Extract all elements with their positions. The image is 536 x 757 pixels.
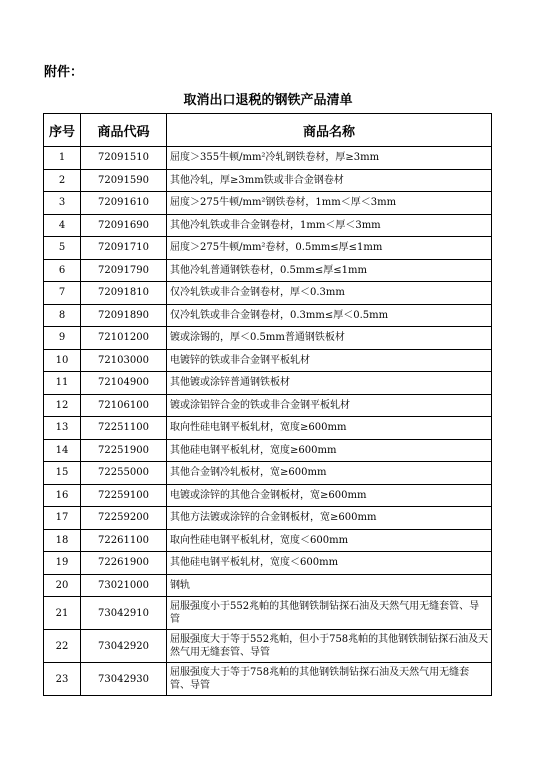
row-product-name: 钢轨 — [167, 574, 492, 597]
row-serial-no: 9 — [44, 327, 81, 350]
table-row — [44, 484, 492, 507]
row-product-code: 72101200 — [81, 327, 167, 350]
table-row — [44, 349, 492, 372]
row-product-name: 取向性硅电钢平板轧材，宽度＜600mm — [167, 529, 492, 552]
row-product-code: 72091690 — [81, 214, 167, 237]
table-row — [44, 597, 492, 630]
row-product-code: 72251100 — [81, 417, 167, 440]
row-product-name: 其他方法镀或涂锌的合金钢板材，宽≥600mm — [167, 507, 492, 530]
table-row — [44, 630, 492, 663]
table-row — [44, 552, 492, 575]
table-row — [44, 147, 492, 170]
table-row — [44, 574, 492, 597]
table-row — [44, 372, 492, 395]
row-product-code: 72091610 — [81, 192, 167, 215]
row-serial-no: 4 — [44, 214, 81, 237]
row-product-name: 其他硅电钢平板轧材，宽度≥600mm — [167, 439, 492, 462]
row-product-name: 其他硅电钢平板轧材，宽度＜600mm — [167, 552, 492, 575]
row-serial-no: 16 — [44, 484, 81, 507]
table-row — [44, 529, 492, 552]
row-serial-no: 10 — [44, 349, 81, 372]
row-product-code: 73042920 — [81, 630, 167, 663]
table-row — [44, 439, 492, 462]
table-row — [44, 417, 492, 440]
row-product-name: 屈度＞355牛顿/mm²冷轧钢铁卷材，厚≥3mm — [167, 147, 492, 170]
table-row — [44, 214, 492, 237]
row-serial-no: 21 — [44, 597, 81, 630]
row-product-code: 72261100 — [81, 529, 167, 552]
row-serial-no: 17 — [44, 507, 81, 530]
row-serial-no: 20 — [44, 574, 81, 597]
header-serial-no: 序号 — [44, 114, 81, 147]
table-header-row — [44, 114, 492, 147]
row-product-code: 73021000 — [81, 574, 167, 597]
attachment-label: 附件： — [44, 65, 84, 80]
row-product-name: 屈度＞275牛顿/mm²钢铁卷材，1mm＜厚＜3mm — [167, 192, 492, 215]
row-product-code: 72106100 — [81, 394, 167, 417]
row-serial-no: 11 — [44, 372, 81, 395]
table-row — [44, 282, 492, 305]
row-product-name: 仅冷轧铁或非合金钢卷材，厚＜0.3mm — [167, 282, 492, 305]
row-product-code: 72259200 — [81, 507, 167, 530]
header-product-name: 商品名称 — [167, 114, 492, 147]
table-row — [44, 304, 492, 327]
row-product-code: 72259100 — [81, 484, 167, 507]
row-product-code: 72261900 — [81, 552, 167, 575]
table-row — [44, 192, 492, 215]
table-row — [44, 462, 492, 485]
row-product-code: 72255000 — [81, 462, 167, 485]
row-product-name: 屈服强度小于552兆帕的其他钢铁制钻探石油及天然气用无缝套管、导管 — [167, 597, 492, 630]
row-serial-no: 8 — [44, 304, 81, 327]
table-row — [44, 663, 492, 696]
row-serial-no: 6 — [44, 259, 81, 282]
row-product-code: 72251900 — [81, 439, 167, 462]
row-serial-no: 1 — [44, 147, 81, 170]
row-product-name: 镀或涂铝锌合金的铁或非合金钢平板轧材 — [167, 394, 492, 417]
row-product-code: 72103000 — [81, 349, 167, 372]
row-serial-no: 13 — [44, 417, 81, 440]
row-product-name: 屈服强度大于等于758兆帕的其他钢铁制钻探石油及天然气用无缝套管、导管 — [167, 663, 492, 696]
table-row — [44, 394, 492, 417]
table-row — [44, 237, 492, 260]
row-product-name: 其他合金钢冷轧板材，宽≥600mm — [167, 462, 492, 485]
row-serial-no: 12 — [44, 394, 81, 417]
row-product-name: 电镀或涂锌的其他合金钢板材，宽≥600mm — [167, 484, 492, 507]
row-product-code: 72091590 — [81, 169, 167, 192]
row-product-code: 72091810 — [81, 282, 167, 305]
row-product-name: 屈服强度大于等于552兆帕，但小于758兆帕的其他钢铁制钻探石油及天然气用无缝套管、导管 — [167, 630, 492, 663]
row-serial-no: 14 — [44, 439, 81, 462]
row-product-code: 72091790 — [81, 259, 167, 282]
steel-products-table — [43, 113, 492, 696]
row-serial-no: 22 — [44, 630, 81, 663]
row-serial-no: 18 — [44, 529, 81, 552]
row-product-code: 72091510 — [81, 147, 167, 170]
row-product-name: 仅冷轧铁或非合金钢卷材，0.3mm≤厚＜0.5mm — [167, 304, 492, 327]
table-row — [44, 169, 492, 192]
row-serial-no: 3 — [44, 192, 81, 215]
row-product-name: 屈度＞275牛顿/mm²卷材，0.5mm≤厚≤1mm — [167, 237, 492, 260]
row-serial-no: 7 — [44, 282, 81, 305]
row-product-code: 73042910 — [81, 597, 167, 630]
row-product-name: 其他冷轧普通钢铁卷材，0.5mm≤厚≤1mm — [167, 259, 492, 282]
row-product-name: 其他冷轧，厚≥3mm铁或非合金钢卷材 — [167, 169, 492, 192]
header-product-code: 商品代码 — [81, 114, 167, 147]
table-row — [44, 259, 492, 282]
row-serial-no: 5 — [44, 237, 81, 260]
row-product-name: 镀或涂锡的，厚＜0.5mm普通钢铁板材 — [167, 327, 492, 350]
row-serial-no: 23 — [44, 663, 81, 696]
row-product-name: 其他镀或涂锌普通钢铁板材 — [167, 372, 492, 395]
row-product-code: 72091710 — [81, 237, 167, 260]
row-product-name: 其他冷轧铁或非合金钢卷材，1mm＜厚＜3mm — [167, 214, 492, 237]
row-serial-no: 15 — [44, 462, 81, 485]
table-row — [44, 507, 492, 530]
row-product-name: 电镀锌的铁或非合金钢平板轧材 — [167, 349, 492, 372]
row-product-code: 72091890 — [81, 304, 167, 327]
row-serial-no: 2 — [44, 169, 81, 192]
row-product-name: 取向性硅电钢平板轧材，宽度≥600mm — [167, 417, 492, 440]
row-product-code: 73042930 — [81, 663, 167, 696]
row-product-code: 72104900 — [81, 372, 167, 395]
document-title: 取消出口退税的钢铁产品清单 — [183, 93, 353, 108]
row-serial-no: 19 — [44, 552, 81, 575]
table-row — [44, 327, 492, 350]
